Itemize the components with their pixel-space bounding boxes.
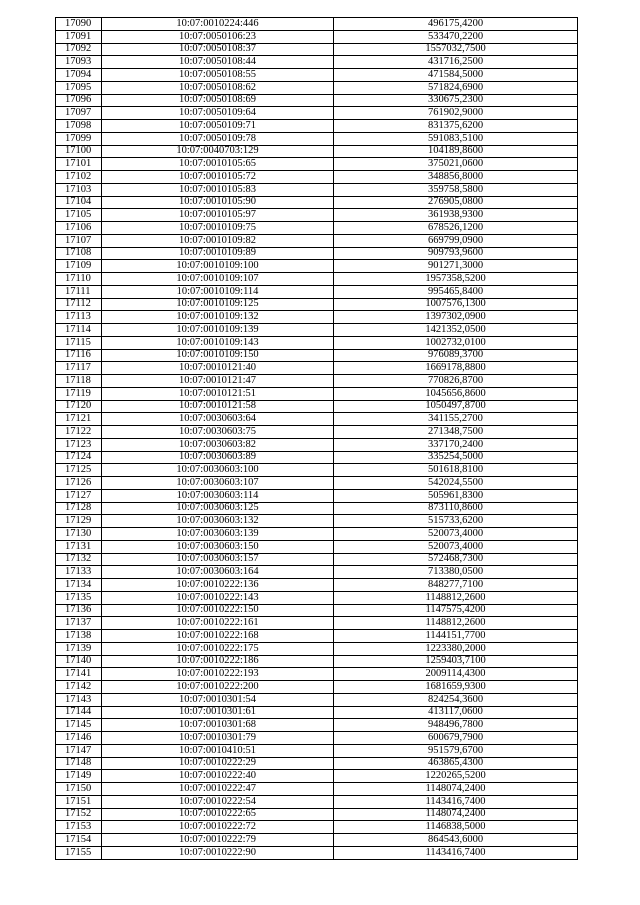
row-number-cell: 17121	[56, 413, 102, 426]
value-cell: 678526,1200	[334, 222, 578, 235]
cadastral-number-cell: 10:07:0030603:139	[102, 528, 334, 541]
row-number-cell: 17096	[56, 94, 102, 107]
cadastral-number-cell: 10:07:0010121:40	[102, 362, 334, 375]
cadastral-number-cell: 10:07:0050108:55	[102, 69, 334, 82]
row-number-cell: 17122	[56, 426, 102, 439]
table-row	[56, 324, 578, 337]
row-number-cell: 17102	[56, 171, 102, 184]
row-number-cell: 17111	[56, 285, 102, 298]
value-cell: 413117,0600	[334, 706, 578, 719]
table-row	[56, 158, 578, 171]
row-number-cell: 17146	[56, 732, 102, 745]
value-cell: 909793,9600	[334, 247, 578, 260]
value-cell: 2009114,4300	[334, 668, 578, 681]
cadastral-number-cell: 10:07:0030603:89	[102, 451, 334, 464]
value-cell: 1421352,0500	[334, 324, 578, 337]
table-row	[56, 540, 578, 553]
value-cell: 1148074,2400	[334, 783, 578, 796]
value-cell: 471584,5000	[334, 69, 578, 82]
table-row	[56, 56, 578, 69]
value-cell: 375021,0600	[334, 158, 578, 171]
table-row	[56, 145, 578, 158]
cadastral-number-cell: 10:07:0050106:23	[102, 30, 334, 43]
cadastral-number-cell: 10:07:0010105:90	[102, 196, 334, 209]
table-body	[56, 18, 578, 860]
table-row	[56, 719, 578, 732]
row-number-cell: 17136	[56, 604, 102, 617]
row-number-cell: 17143	[56, 693, 102, 706]
value-cell: 1669178,8800	[334, 362, 578, 375]
table-row	[56, 566, 578, 579]
table-row	[56, 336, 578, 349]
value-cell: 361938,9300	[334, 209, 578, 222]
row-number-cell: 17139	[56, 642, 102, 655]
row-number-cell: 17105	[56, 209, 102, 222]
table-row	[56, 43, 578, 56]
row-number-cell: 17152	[56, 808, 102, 821]
value-cell: 831375,6200	[334, 120, 578, 133]
cadastral-number-cell: 10:07:0030603:125	[102, 502, 334, 515]
value-cell: 572468,7300	[334, 553, 578, 566]
cadastral-number-cell: 10:07:0010109:125	[102, 298, 334, 311]
row-number-cell: 17107	[56, 234, 102, 247]
row-number-cell: 17118	[56, 375, 102, 388]
cadastral-number-cell: 10:07:0030603:75	[102, 426, 334, 439]
value-cell: 1147575,4200	[334, 604, 578, 617]
value-cell: 341155,2700	[334, 413, 578, 426]
value-cell: 995465,8400	[334, 285, 578, 298]
cadastral-number-cell: 10:07:0030603:82	[102, 438, 334, 451]
cadastral-number-cell: 10:07:0050108:37	[102, 43, 334, 56]
table-row	[56, 362, 578, 375]
value-cell: 1148074,2400	[334, 808, 578, 821]
table-row	[56, 209, 578, 222]
cadastral-number-cell: 10:07:0050109:71	[102, 120, 334, 133]
table-row	[56, 681, 578, 694]
row-number-cell: 17100	[56, 145, 102, 158]
table-row	[56, 171, 578, 184]
row-number-cell: 17149	[56, 770, 102, 783]
value-cell: 1045656,8600	[334, 387, 578, 400]
table-row	[56, 732, 578, 745]
cadastral-number-cell: 10:07:0010222:47	[102, 783, 334, 796]
table-row	[56, 400, 578, 413]
row-number-cell: 17151	[56, 795, 102, 808]
table-row	[56, 183, 578, 196]
value-cell: 1220265,5200	[334, 770, 578, 783]
table-row	[56, 273, 578, 286]
cadastral-number-cell: 10:07:0030603:150	[102, 540, 334, 553]
value-cell: 948496,7800	[334, 719, 578, 732]
cadastral-number-cell: 10:07:0030603:107	[102, 477, 334, 490]
row-number-cell: 17123	[56, 438, 102, 451]
table-row	[56, 413, 578, 426]
table-row	[56, 795, 578, 808]
table-row	[56, 94, 578, 107]
value-cell: 533470,2200	[334, 30, 578, 43]
value-cell: 542024,5500	[334, 477, 578, 490]
document-page	[55, 17, 578, 860]
value-cell: 271348,7500	[334, 426, 578, 439]
table-row	[56, 438, 578, 451]
value-cell: 591083,5100	[334, 132, 578, 145]
cadastral-number-cell: 10:07:0010109:75	[102, 222, 334, 235]
cadastral-number-cell: 10:07:0010222:40	[102, 770, 334, 783]
row-number-cell: 17124	[56, 451, 102, 464]
table-row	[56, 783, 578, 796]
value-cell: 1223380,2000	[334, 642, 578, 655]
row-number-cell: 17119	[56, 387, 102, 400]
cadastral-number-cell: 10:07:0010222:79	[102, 834, 334, 847]
row-number-cell: 17127	[56, 489, 102, 502]
table-row	[56, 81, 578, 94]
cadastral-number-cell: 10:07:0050108:44	[102, 56, 334, 69]
cadastral-number-cell: 10:07:0010222:193	[102, 668, 334, 681]
cadastral-number-cell: 10:07:0010109:100	[102, 260, 334, 273]
row-number-cell: 17110	[56, 273, 102, 286]
row-number-cell: 17112	[56, 298, 102, 311]
row-number-cell: 17099	[56, 132, 102, 145]
table-row	[56, 260, 578, 273]
value-cell: 713380,0500	[334, 566, 578, 579]
row-number-cell: 17154	[56, 834, 102, 847]
cadastral-number-cell: 10:07:0010301:54	[102, 693, 334, 706]
value-cell: 276905,0800	[334, 196, 578, 209]
value-cell: 520073,4000	[334, 540, 578, 553]
cadastral-number-cell: 10:07:0010222:143	[102, 591, 334, 604]
value-cell: 515733,6200	[334, 515, 578, 528]
cadastral-number-cell: 10:07:0010121:47	[102, 375, 334, 388]
value-cell: 1957358,5200	[334, 273, 578, 286]
cadastral-number-cell: 10:07:0010222:150	[102, 604, 334, 617]
cadastral-number-cell: 10:07:0050108:69	[102, 94, 334, 107]
table-row	[56, 196, 578, 209]
cadastral-number-cell: 10:07:0010301:68	[102, 719, 334, 732]
table-row	[56, 120, 578, 133]
table-row	[56, 834, 578, 847]
row-number-cell: 17132	[56, 553, 102, 566]
table-row	[56, 477, 578, 490]
value-cell: 873110,8600	[334, 502, 578, 515]
row-number-cell: 17090	[56, 18, 102, 31]
row-number-cell: 17141	[56, 668, 102, 681]
value-cell: 1007576,1300	[334, 298, 578, 311]
cadastral-number-cell: 10:07:0010109:132	[102, 311, 334, 324]
table-row	[56, 30, 578, 43]
value-cell: 1148812,2600	[334, 617, 578, 630]
row-number-cell: 17135	[56, 591, 102, 604]
cadastral-number-cell: 10:07:0010301:61	[102, 706, 334, 719]
row-number-cell: 17109	[56, 260, 102, 273]
cadastral-number-cell: 10:07:0010222:90	[102, 846, 334, 859]
table-row	[56, 744, 578, 757]
row-number-cell: 17130	[56, 528, 102, 541]
value-cell: 1148812,2600	[334, 591, 578, 604]
table-row	[56, 630, 578, 643]
cadastral-number-cell: 10:07:0010105:65	[102, 158, 334, 171]
row-number-cell: 17150	[56, 783, 102, 796]
cadastral-number-cell: 10:07:0050109:78	[102, 132, 334, 145]
cadastral-number-cell: 10:07:0010410:51	[102, 744, 334, 757]
row-number-cell: 17120	[56, 400, 102, 413]
table-row	[56, 515, 578, 528]
cadastral-number-cell: 10:07:0050108:62	[102, 81, 334, 94]
table-row	[56, 489, 578, 502]
table-row	[56, 604, 578, 617]
table-row	[56, 18, 578, 31]
value-cell: 1146838,5000	[334, 821, 578, 834]
cadastral-number-cell: 10:07:0010109:150	[102, 349, 334, 362]
row-number-cell: 17144	[56, 706, 102, 719]
table-row	[56, 655, 578, 668]
row-number-cell: 17131	[56, 540, 102, 553]
table-row	[56, 808, 578, 821]
cadastral-number-cell: 10:07:0030603:157	[102, 553, 334, 566]
table-row	[56, 821, 578, 834]
value-cell: 431716,2500	[334, 56, 578, 69]
row-number-cell: 17142	[56, 681, 102, 694]
value-cell: 348856,8000	[334, 171, 578, 184]
table-row	[56, 375, 578, 388]
row-number-cell: 17125	[56, 464, 102, 477]
row-number-cell: 17115	[56, 336, 102, 349]
value-cell: 1050497,8700	[334, 400, 578, 413]
row-number-cell: 17092	[56, 43, 102, 56]
table-row	[56, 553, 578, 566]
table-row	[56, 298, 578, 311]
cadastral-number-cell: 10:07:0010105:97	[102, 209, 334, 222]
cadastral-number-cell: 10:07:0010301:79	[102, 732, 334, 745]
table-row	[56, 349, 578, 362]
cadastral-number-cell: 10:07:0010222:161	[102, 617, 334, 630]
table-row	[56, 579, 578, 592]
value-cell: 520073,4000	[334, 528, 578, 541]
value-cell: 571824,6900	[334, 81, 578, 94]
row-number-cell: 17114	[56, 324, 102, 337]
cadastral-number-cell: 10:07:0010109:82	[102, 234, 334, 247]
table-row	[56, 285, 578, 298]
value-cell: 104189,8600	[334, 145, 578, 158]
cadastral-value-table	[55, 17, 578, 860]
table-row	[56, 132, 578, 145]
row-number-cell: 17103	[56, 183, 102, 196]
value-cell: 951579,6700	[334, 744, 578, 757]
value-cell: 976089,3700	[334, 349, 578, 362]
cadastral-number-cell: 10:07:0010222:186	[102, 655, 334, 668]
value-cell: 496175,4200	[334, 18, 578, 31]
cadastral-number-cell: 10:07:0010222:65	[102, 808, 334, 821]
row-number-cell: 17126	[56, 477, 102, 490]
row-number-cell: 17101	[56, 158, 102, 171]
cadastral-number-cell: 10:07:0040703:129	[102, 145, 334, 158]
cadastral-number-cell: 10:07:0010222:54	[102, 795, 334, 808]
table-row	[56, 591, 578, 604]
table-row	[56, 247, 578, 260]
table-row	[56, 757, 578, 770]
value-cell: 1143416,7400	[334, 795, 578, 808]
row-number-cell: 17091	[56, 30, 102, 43]
cadastral-number-cell: 10:07:0030603:132	[102, 515, 334, 528]
cadastral-number-cell: 10:07:0010121:58	[102, 400, 334, 413]
cadastral-number-cell: 10:07:0030603:114	[102, 489, 334, 502]
table-row	[56, 668, 578, 681]
cadastral-number-cell: 10:07:0010109:114	[102, 285, 334, 298]
row-number-cell: 17093	[56, 56, 102, 69]
row-number-cell: 17147	[56, 744, 102, 757]
row-number-cell: 17138	[56, 630, 102, 643]
table-row	[56, 234, 578, 247]
table-row	[56, 464, 578, 477]
row-number-cell: 17129	[56, 515, 102, 528]
value-cell: 463865,4300	[334, 757, 578, 770]
row-number-cell: 17134	[56, 579, 102, 592]
row-number-cell: 17098	[56, 120, 102, 133]
value-cell: 1143416,7400	[334, 846, 578, 859]
cadastral-number-cell: 10:07:0030603:164	[102, 566, 334, 579]
table-row	[56, 107, 578, 120]
table-row	[56, 706, 578, 719]
table-row	[56, 387, 578, 400]
row-number-cell: 17145	[56, 719, 102, 732]
cadastral-number-cell: 10:07:0010121:51	[102, 387, 334, 400]
table-row	[56, 770, 578, 783]
value-cell: 330675,2300	[334, 94, 578, 107]
value-cell: 1557032,7500	[334, 43, 578, 56]
table-row	[56, 426, 578, 439]
row-number-cell: 17108	[56, 247, 102, 260]
cadastral-number-cell: 10:07:0010222:168	[102, 630, 334, 643]
value-cell: 501618,8100	[334, 464, 578, 477]
cadastral-number-cell: 10:07:0010105:83	[102, 183, 334, 196]
row-number-cell: 17155	[56, 846, 102, 859]
value-cell: 1397302,0900	[334, 311, 578, 324]
cadastral-number-cell: 10:07:0010109:143	[102, 336, 334, 349]
cadastral-number-cell: 10:07:0010222:72	[102, 821, 334, 834]
row-number-cell: 17133	[56, 566, 102, 579]
row-number-cell: 17117	[56, 362, 102, 375]
cadastral-number-cell: 10:07:0010109:139	[102, 324, 334, 337]
table-row	[56, 69, 578, 82]
table-row	[56, 846, 578, 859]
row-number-cell: 17137	[56, 617, 102, 630]
table-row	[56, 502, 578, 515]
value-cell: 1002732,0100	[334, 336, 578, 349]
cadastral-number-cell: 10:07:0050109:64	[102, 107, 334, 120]
row-number-cell: 17128	[56, 502, 102, 515]
cadastral-number-cell: 10:07:0010222:29	[102, 757, 334, 770]
value-cell: 824254,3600	[334, 693, 578, 706]
table-row	[56, 311, 578, 324]
value-cell: 901271,3000	[334, 260, 578, 273]
cadastral-number-cell: 10:07:0010109:89	[102, 247, 334, 260]
row-number-cell: 17094	[56, 69, 102, 82]
row-number-cell: 17153	[56, 821, 102, 834]
table-row	[56, 222, 578, 235]
row-number-cell: 17097	[56, 107, 102, 120]
table-row	[56, 617, 578, 630]
row-number-cell: 17113	[56, 311, 102, 324]
table-row	[56, 693, 578, 706]
cadastral-number-cell: 10:07:0010224:446	[102, 18, 334, 31]
row-number-cell: 17095	[56, 81, 102, 94]
value-cell: 848277,7100	[334, 579, 578, 592]
row-number-cell: 17148	[56, 757, 102, 770]
cadastral-number-cell: 10:07:0010222:175	[102, 642, 334, 655]
value-cell: 1144151,7700	[334, 630, 578, 643]
row-number-cell: 17104	[56, 196, 102, 209]
cadastral-number-cell: 10:07:0010222:136	[102, 579, 334, 592]
value-cell: 864543,6000	[334, 834, 578, 847]
value-cell: 505961,8300	[334, 489, 578, 502]
cadastral-number-cell: 10:07:0010105:72	[102, 171, 334, 184]
value-cell: 1259403,7100	[334, 655, 578, 668]
value-cell: 770826,8700	[334, 375, 578, 388]
cadastral-number-cell: 10:07:0030603:64	[102, 413, 334, 426]
value-cell: 335254,5000	[334, 451, 578, 464]
table-row	[56, 642, 578, 655]
value-cell: 669799,0900	[334, 234, 578, 247]
cadastral-number-cell: 10:07:0010222:200	[102, 681, 334, 694]
cadastral-number-cell: 10:07:0010109:107	[102, 273, 334, 286]
value-cell: 337170,2400	[334, 438, 578, 451]
value-cell: 600679,7900	[334, 732, 578, 745]
table-row	[56, 528, 578, 541]
row-number-cell: 17106	[56, 222, 102, 235]
row-number-cell: 17116	[56, 349, 102, 362]
table-row	[56, 451, 578, 464]
value-cell: 359758,5800	[334, 183, 578, 196]
cadastral-number-cell: 10:07:0030603:100	[102, 464, 334, 477]
value-cell: 761902,9000	[334, 107, 578, 120]
row-number-cell: 17140	[56, 655, 102, 668]
value-cell: 1681659,9300	[334, 681, 578, 694]
